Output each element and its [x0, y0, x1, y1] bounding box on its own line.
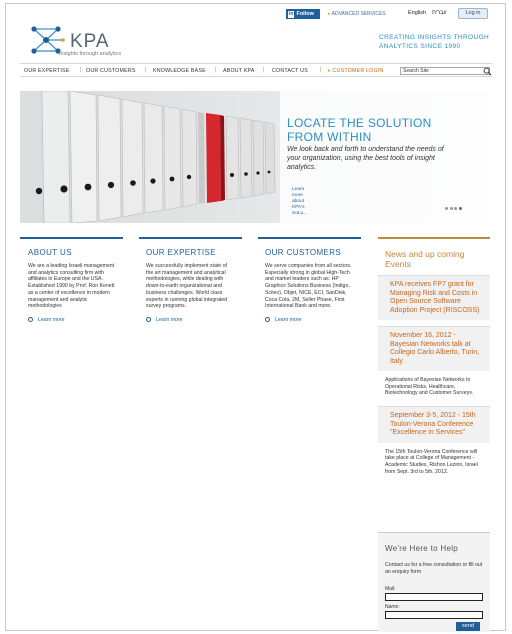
top-utility-bar: [286, 8, 496, 20]
nav-separator: |: [263, 67, 265, 73]
slide-dot-4[interactable]: [459, 207, 462, 210]
help-title: We're Here to Help: [385, 544, 459, 553]
nav-separator: |: [80, 67, 82, 73]
advanced-services-link[interactable]: [328, 11, 386, 17]
column-divider: [258, 237, 361, 239]
main-nav: [20, 63, 492, 77]
login-button[interactable]: Log in: [458, 8, 488, 19]
our-customers-column: [258, 237, 361, 323]
column-title[interactable]: OUR CUSTOMERS: [265, 248, 342, 257]
lang-english-link[interactable]: English: [408, 10, 427, 16]
learn-more-label: Learn more: [156, 316, 183, 323]
name-input[interactable]: [385, 611, 483, 619]
hero-text: We look back and forth to understand the needs of your organization, using the best tools of insight analytics.: [287, 146, 444, 171]
about-us-column: [20, 237, 123, 323]
hero-banner: [20, 91, 490, 223]
slide-dot-1[interactable]: [445, 207, 448, 210]
column-body: We serve companies from all sectors. Especially strong in global High-Tech and market leaders such as: HP Graphics Solutions Business (Indigo, Scitex), Objet, NICE, ECI, SanDisk, Coca Cola, 2M, Seller Phase, First International Bank and more.: [265, 263, 352, 310]
nav-item-contact-us[interactable]: CONTACT US: [272, 68, 308, 74]
our-expertise-column: [139, 237, 242, 323]
column-body: We are a leading Israeli management and analytics consulting firm with affiliates in Europe and the USA. Established 1990 by Prof. Ron Kenett as a center of excellence in modern management and analytic methodologies: [28, 263, 115, 310]
news-item[interactable]: September 3-5, 2012 - 15th Toulon-Verona Conference "Excellence in Services": [378, 406, 490, 443]
contact-form: [378, 532, 490, 632]
linkedin-follow-button[interactable]: [286, 9, 320, 19]
news-title: News and up coming Events: [385, 249, 465, 269]
circle-arrow-icon: [146, 317, 151, 322]
nav-separator: |: [145, 67, 147, 73]
logo-tagline: Insights through analytics: [59, 51, 122, 57]
advanced-services-label: ADVANCED SERVICES: [331, 11, 386, 17]
nav-item-our-customers[interactable]: OUR CUSTOMERS: [86, 68, 136, 74]
send-button[interactable]: send: [456, 622, 480, 631]
sidebar-divider: [378, 237, 490, 239]
linkedin-icon: in: [289, 11, 294, 17]
learn-more-link[interactable]: [20, 317, 123, 323]
customer-login-label: CUSTOMER LOGIN: [332, 68, 384, 74]
logo-brand: KPA: [70, 31, 110, 52]
help-text: Contact us for a free consultation or fill out an enquiry form: [385, 562, 483, 575]
nav-item-knowledge-base[interactable]: KNOWLEDGE BASE: [153, 68, 206, 74]
news-item-desc: Applications of Bayesian Networks to Operational Risks, Healthcare, Biotechnology and Customer Surveys.: [385, 377, 474, 397]
arrow-right-icon: ▸: [328, 11, 331, 17]
slide-dot-3[interactable]: [454, 207, 457, 210]
hero-learn-more-link[interactable]: Learn more about KPA's SoLu...: [292, 187, 308, 216]
header-tagline: CREATING INSIGHTS THROUGH ANALYTICS SINCE 1990: [379, 34, 490, 50]
search-icon[interactable]: [483, 67, 492, 76]
arrow-right-icon: ▸: [328, 68, 331, 74]
circle-arrow-icon: [265, 317, 270, 322]
column-divider: [20, 237, 123, 239]
column-title[interactable]: ABOUT US: [28, 248, 72, 257]
column-divider: [139, 237, 242, 239]
slide-dot-2[interactable]: [450, 207, 453, 210]
news-item[interactable]: November 16, 2012 - Bayesian Networks talk at Collegio Carlo Alberto, Turin, Italy: [378, 326, 490, 371]
news-item[interactable]: KPA receives FP7 grant for Managing Risk and Costs in Open Source Software Adoption Project (RISCOSS): [378, 275, 490, 320]
help-divider: [378, 532, 490, 533]
search-input[interactable]: Search Site: [400, 67, 490, 75]
mail-label: Mail:: [385, 586, 396, 592]
customer-login-link[interactable]: [328, 68, 384, 74]
name-label: Name:: [385, 604, 400, 610]
lang-hebrew-link[interactable]: עברית: [432, 10, 447, 16]
news-item-desc: The 15th Toulon-Verona Conference will take place at College of Management - Academic Studies, Rishon Lezion, Israel from Sept. 3rd to 5th, 2012.: [385, 448, 478, 475]
column-body: We successfully implement state of the art management and analytical methodologies, while dealing with down-to-earth organizational and business challenges. World class experts in running global integrated survey programs.: [146, 263, 228, 310]
news-sidebar: [378, 237, 490, 478]
circle-arrow-icon: [28, 317, 33, 322]
hero-title: LOCATE THE SOLUTION FROM WITHIN: [287, 116, 432, 144]
nav-item-our-expertise[interactable]: OUR EXPERTISE: [24, 68, 70, 74]
nav-separator: |: [320, 67, 322, 73]
slider-dots: [445, 206, 463, 212]
learn-more-link[interactable]: [139, 317, 242, 323]
column-title[interactable]: OUR EXPERTISE: [146, 248, 216, 257]
linkedin-label: Follow: [296, 11, 314, 17]
learn-more-label: Learn more: [38, 316, 65, 323]
learn-more-link[interactable]: [258, 317, 361, 323]
mail-input[interactable]: [385, 593, 483, 601]
kpa-logo[interactable]: [30, 25, 160, 61]
nav-item-about-kpa[interactable]: ABOUT KPA: [223, 68, 255, 74]
nav-separator: |: [215, 67, 217, 73]
learn-more-label: Learn more: [275, 316, 302, 323]
